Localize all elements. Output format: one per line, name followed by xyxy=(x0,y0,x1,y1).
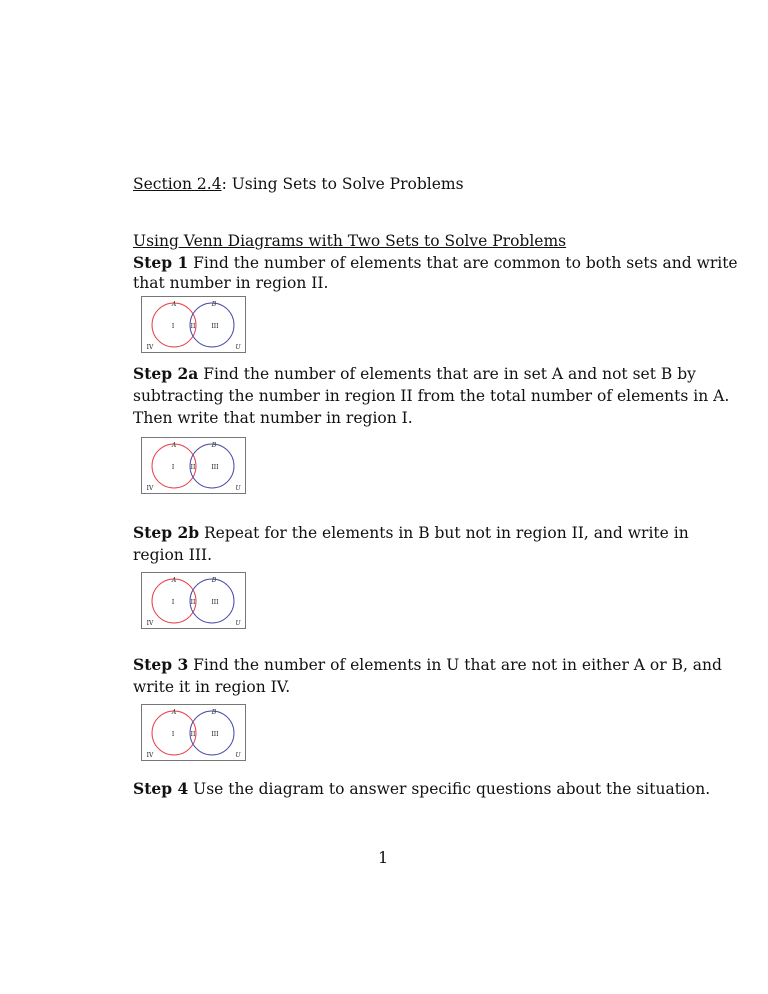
step-4 xyxy=(133,780,710,798)
set-a-label: A xyxy=(171,301,177,308)
step-text: Find the number of elements that are in set A and not set B by xyxy=(198,365,696,383)
venn-diagram xyxy=(141,572,246,629)
step-text: Find the number of elements that are common to both sets and write xyxy=(188,254,738,272)
step-text: Repeat for the elements in B but not in region II, and write in xyxy=(199,524,689,542)
universe-label: U xyxy=(235,485,241,492)
region-iii-label: III xyxy=(211,464,219,471)
step-label: Step 3 xyxy=(133,655,189,674)
universe-label: U xyxy=(235,344,241,351)
venn-diagram xyxy=(141,704,246,761)
region-i-label: I xyxy=(171,464,175,471)
section-heading xyxy=(133,175,464,193)
subheading: Using Venn Diagrams with Two Sets to Solve Problems xyxy=(133,232,567,250)
region-iv-label: IV xyxy=(146,752,154,759)
step-text: Then write that number in region I. xyxy=(133,409,413,427)
step-2b xyxy=(133,524,689,542)
region-ii-label: II xyxy=(190,599,196,606)
set-a-label: A xyxy=(171,709,177,716)
venn-diagram xyxy=(141,437,246,494)
step-2a xyxy=(133,365,696,383)
region-i-label: I xyxy=(171,323,175,330)
region-iv-label: IV xyxy=(146,620,154,627)
region-ii-label: II xyxy=(190,464,196,471)
region-iv-label: IV xyxy=(146,485,154,492)
step-3 xyxy=(133,656,722,674)
step-1 xyxy=(133,254,738,272)
step-text: that number in region II. xyxy=(133,274,329,292)
set-b-label: B xyxy=(211,577,217,584)
set-b-label: B xyxy=(211,442,217,449)
region-iii-label: III xyxy=(211,731,219,738)
set-b-label: B xyxy=(211,709,217,716)
set-b-label: B xyxy=(211,301,217,308)
region-i-label: I xyxy=(171,731,175,738)
set-a-label: A xyxy=(171,442,177,449)
venn-diagram xyxy=(141,296,246,353)
set-a-label: A xyxy=(171,577,177,584)
region-iii-label: III xyxy=(211,323,219,330)
region-ii-label: II xyxy=(190,731,196,738)
step-label: Step 2b xyxy=(133,523,200,542)
section-title: : Using Sets to Solve Problems xyxy=(221,175,464,193)
step-text: region III. xyxy=(133,546,212,564)
universe-label: U xyxy=(235,752,241,759)
universe-label: U xyxy=(235,620,241,627)
region-iii-label: III xyxy=(211,599,219,606)
step-label: Step 4 xyxy=(133,779,189,798)
step-text: write it in region IV. xyxy=(133,678,291,696)
region-i-label: I xyxy=(171,599,175,606)
page-number: 1 xyxy=(378,848,389,867)
section-number: Section 2.4 xyxy=(133,175,222,193)
step-label: Step 1 xyxy=(133,253,189,272)
step-text: Use the diagram to answer specific questions about the situation. xyxy=(188,780,711,798)
step-text: subtracting the number in region II from the total number of elements in A. xyxy=(133,387,730,405)
step-text: Find the number of elements in U that are not in either A or B, and xyxy=(188,656,722,674)
region-iv-label: IV xyxy=(146,344,154,351)
region-ii-label: II xyxy=(190,323,196,330)
step-label: Step 2a xyxy=(133,364,199,383)
